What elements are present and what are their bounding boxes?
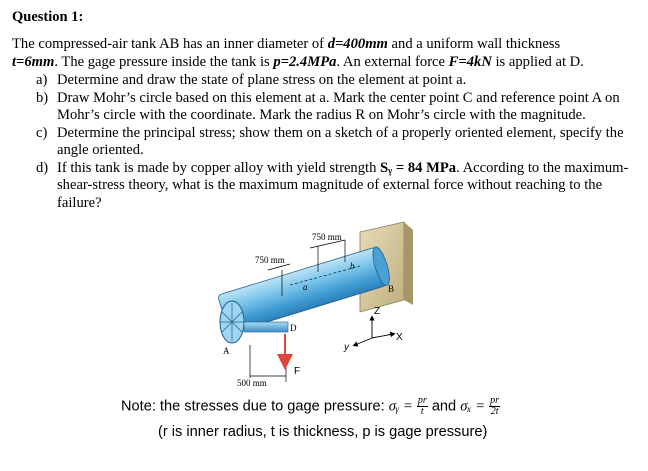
force-label: F xyxy=(294,366,301,377)
part-label: d) xyxy=(36,159,49,176)
fraction-numerator: pr xyxy=(417,395,427,406)
fraction-denominator: t xyxy=(420,406,424,417)
intro-text-3: . The gage pressure inside the tank is xyxy=(54,53,274,70)
point-B-label: B xyxy=(388,284,395,294)
pressure-value: p=2.4MPa xyxy=(273,53,337,70)
thickness-value: t=6mm xyxy=(12,53,55,70)
pipe-to-d xyxy=(244,322,288,332)
part-label: b) xyxy=(36,89,49,106)
dim-bottom-label: 500 mm xyxy=(237,378,267,388)
yield-strength-value: Sᵧ = 84 MPa xyxy=(380,159,457,176)
intro-text-5: is applied at D. xyxy=(491,53,584,70)
force-value: F=4kN xyxy=(448,53,492,70)
intro-text-4: . An external force xyxy=(336,53,449,70)
dim-left-label: 750 mm xyxy=(255,255,285,265)
point-b-label: b xyxy=(350,261,355,271)
part-d-text-2: . According to the maximum-shear-stress theory, what is the maximum magnitude of external force without reaching to the failure? xyxy=(57,159,629,211)
sigma-x-symbol: σₓ = xyxy=(460,398,486,415)
hoop-stress-fraction xyxy=(417,396,428,417)
part-label: a) xyxy=(36,72,48,88)
fraction-numerator: pr xyxy=(490,395,500,406)
axis-y-label: y xyxy=(344,342,349,353)
part-text: Determine and draw the state of plane stress on the element at point a. xyxy=(57,72,467,88)
point-D-label: D xyxy=(290,323,297,333)
intro-text-2: and a uniform wall thickness xyxy=(387,36,561,52)
part-text: Determine the principal stress; show them on a sketch of a properly oriented element, specify the angle oriented. xyxy=(57,124,624,158)
point-A-label: A xyxy=(223,346,230,356)
question-heading: Question 1: xyxy=(12,9,84,25)
part-label: c) xyxy=(36,124,48,141)
note-and: and xyxy=(431,398,461,415)
fraction-denominator: 2t xyxy=(490,406,499,417)
part-d-text-1: If this tank is made by copper alloy with yield strength xyxy=(57,159,381,176)
dim-top-label: 750 mm xyxy=(312,232,342,242)
axis-x-label: X xyxy=(396,332,403,343)
diameter-value: d=400mm xyxy=(327,36,388,52)
sigma-y-symbol: σᵧ = xyxy=(388,398,413,415)
note-definitions: (r is inner radius, t is thickness, p is gage pressure) xyxy=(158,424,488,440)
gage-pressure-note xyxy=(121,396,500,417)
point-a-label: a xyxy=(303,282,308,292)
longitudinal-stress-fraction xyxy=(489,396,500,417)
intro-text-1: The compressed-air tank AB has an inner diameter of xyxy=(12,36,328,52)
support-wall-side xyxy=(404,222,413,305)
note-lead: Note: the stresses due to gage pressure: xyxy=(121,398,389,415)
part-text: Draw Mohr’s circle based on this element at a. Mark the center point C and reference point A on Mohr’s circle with the coordinate. Mark the radius R on Mohr’s circle with the magnitude. xyxy=(57,89,620,123)
coordinate-axes xyxy=(355,318,393,345)
axis-z-label: Z xyxy=(374,306,381,317)
